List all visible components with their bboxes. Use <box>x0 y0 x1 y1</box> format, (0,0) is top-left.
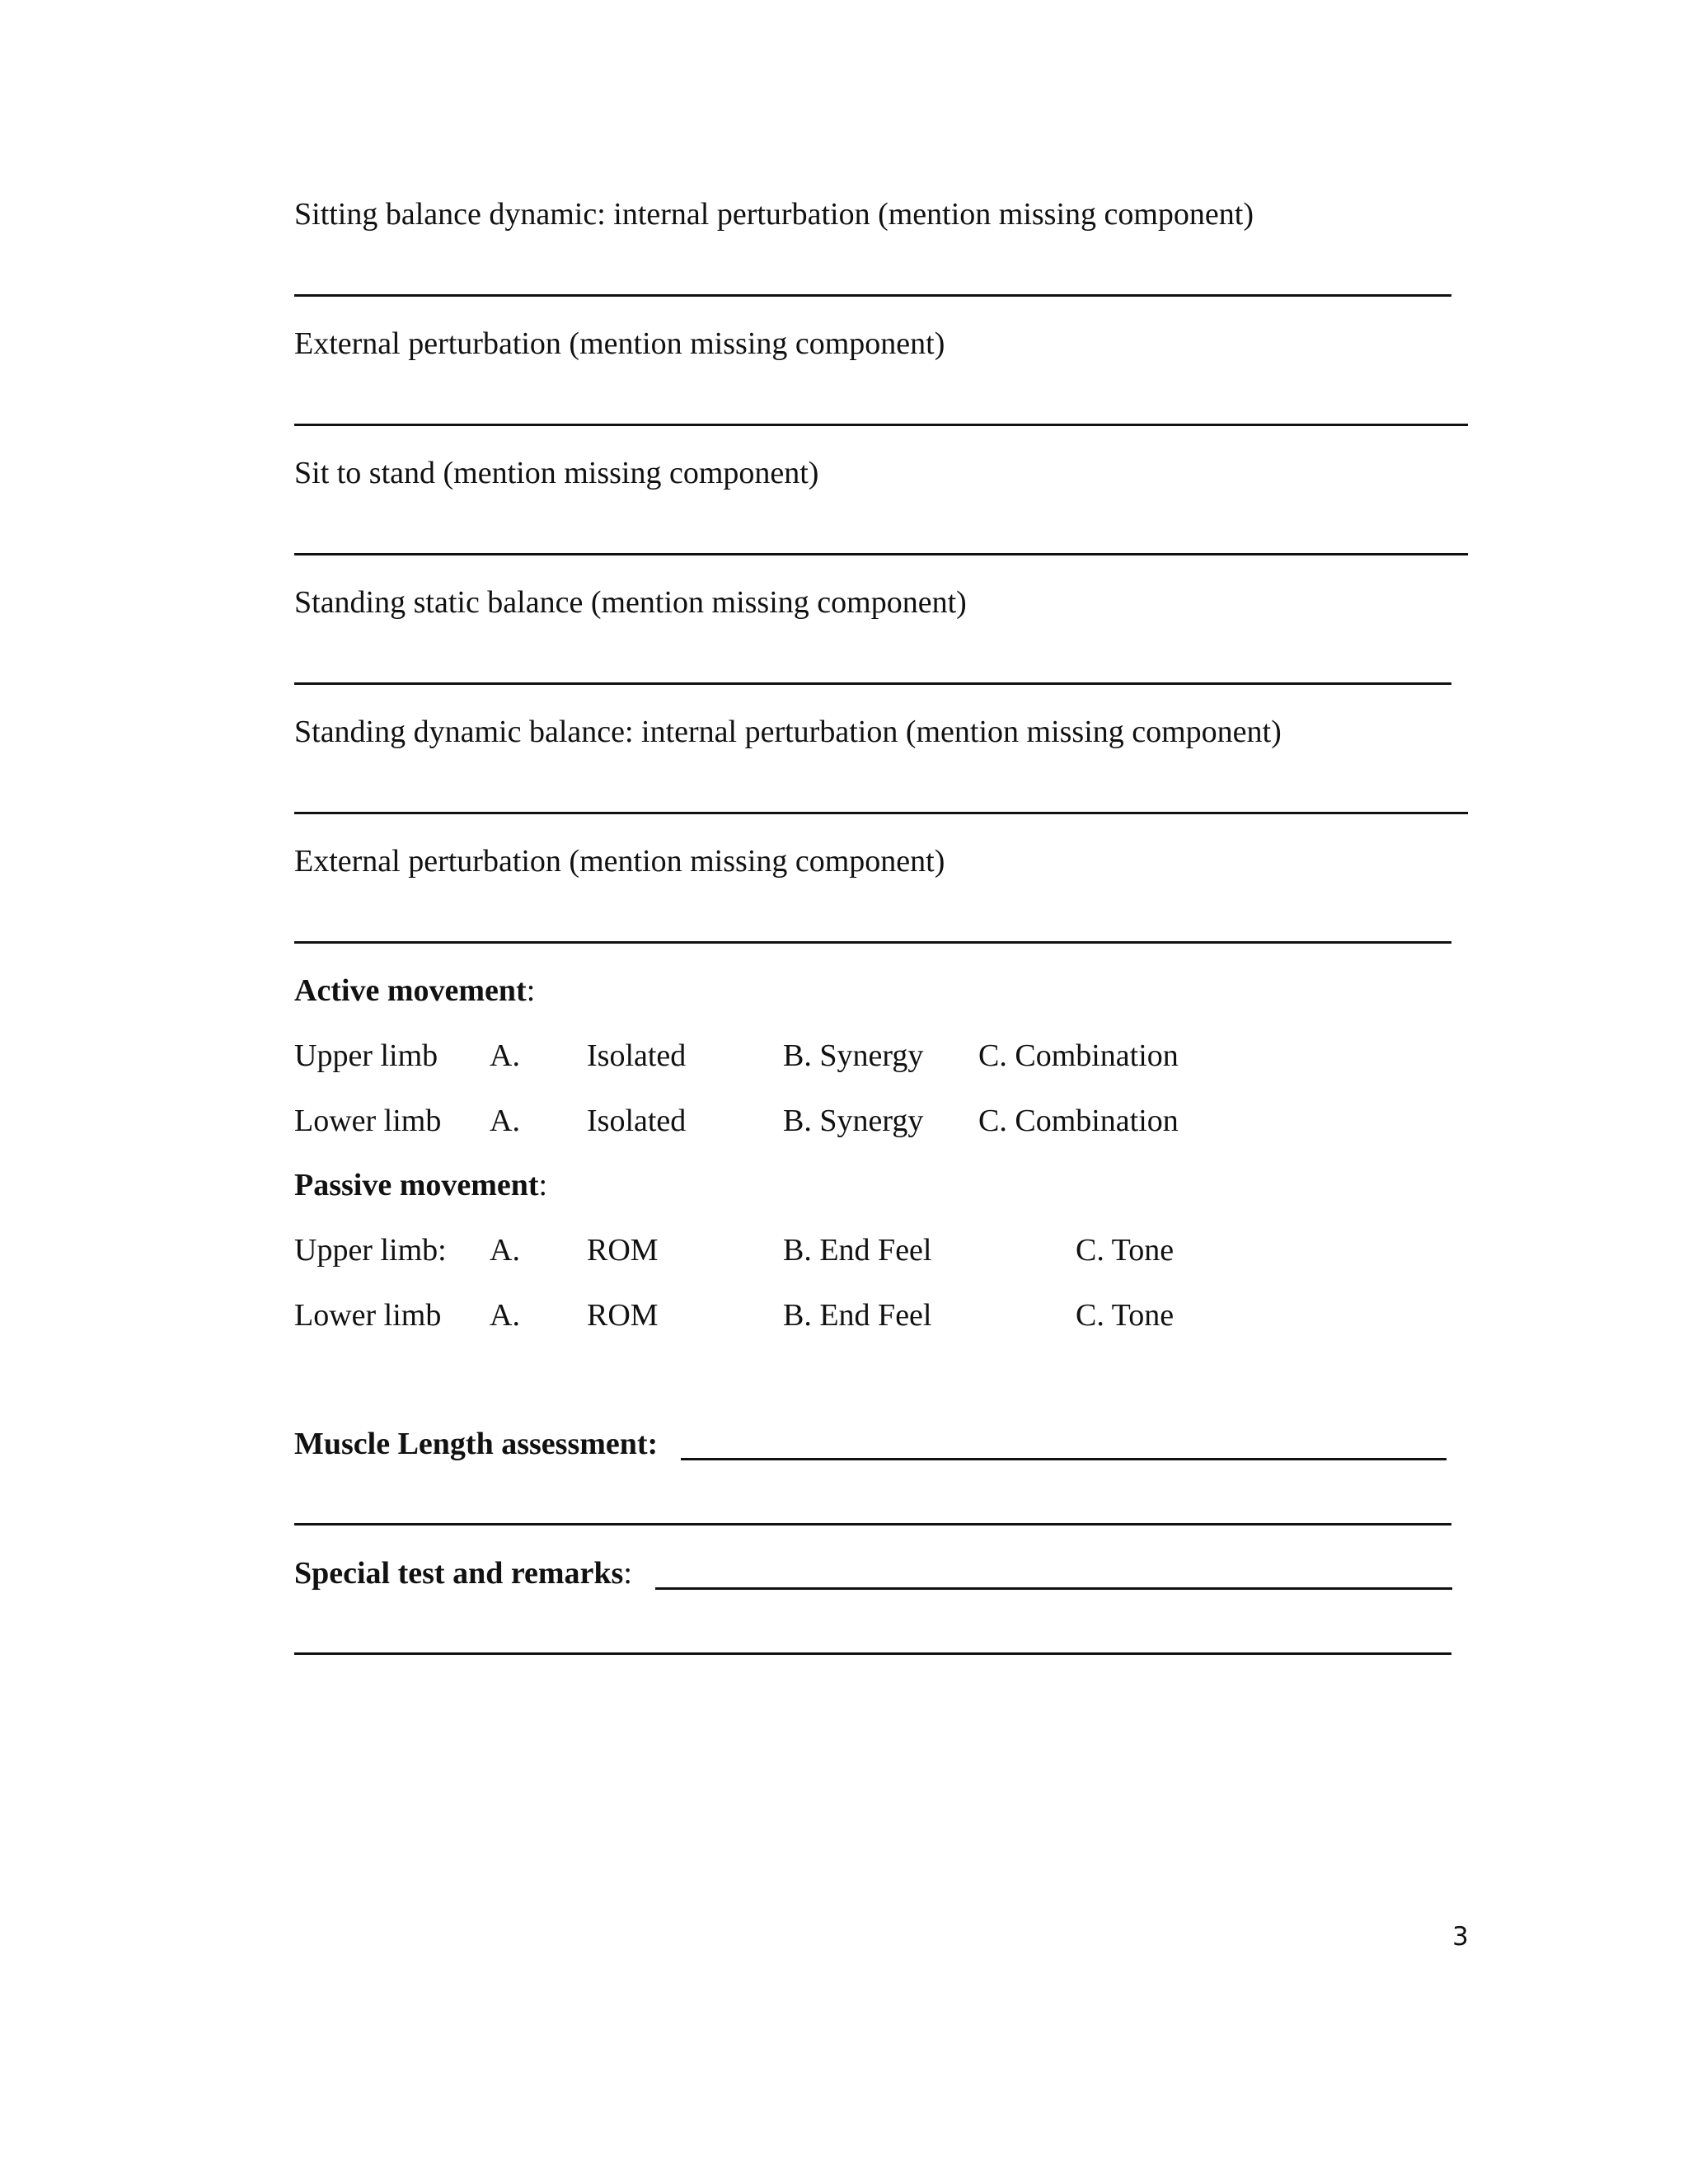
passive-upper-limb-option-a[interactable]: ROM <box>587 1233 659 1268</box>
passive-upper-limb-option-c[interactable]: C. Tone <box>1076 1233 1175 1268</box>
passive-movement-heading <box>294 1169 547 1201</box>
active-upper-limb-option-c[interactable]: C. Combination <box>978 1038 1179 1073</box>
active-movement-colon: : <box>526 973 536 1008</box>
active-upper-limb-label: Upper limb <box>294 1038 438 1073</box>
sit-to-stand-answer-line[interactable] <box>294 553 1468 555</box>
sitting-dynamic-answer-line[interactable] <box>294 294 1451 297</box>
sit-to-stand-prompt: Sit to stand (mention missing component) <box>294 456 819 490</box>
muscle-length-label: Muscle Length assessment: <box>294 1427 659 1461</box>
special-test-answer-line[interactable] <box>294 1652 1451 1655</box>
special-test-label: Special test and remarks <box>294 1556 624 1591</box>
active-lower-limb-option-c[interactable]: C. Combination <box>978 1104 1179 1138</box>
active-upper-limb-option-a[interactable]: Isolated <box>587 1038 687 1073</box>
passive-upper-limb-option-a-marker[interactable]: A. <box>490 1233 520 1268</box>
external-perturbation-answer-line-1[interactable] <box>294 424 1468 426</box>
external-perturbation-prompt-2: External perturbation (mention missing component) <box>294 844 945 879</box>
active-lower-limb-option-b[interactable]: B. Synergy <box>783 1104 924 1138</box>
passive-lower-limb-option-a[interactable]: ROM <box>587 1298 659 1333</box>
standing-static-balance-prompt: Standing static balance (mention missing component) <box>294 585 967 620</box>
active-movement-title: Active movement <box>294 973 527 1008</box>
active-lower-limb-label: Lower limb <box>294 1104 442 1138</box>
active-upper-limb-option-b[interactable]: B. Synergy <box>783 1038 924 1073</box>
muscle-length-answer-line[interactable] <box>294 1523 1451 1526</box>
passive-lower-limb-option-b[interactable]: B. End Feel <box>783 1298 932 1333</box>
external-perturbation-answer-line-2[interactable] <box>294 941 1451 944</box>
passive-movement-colon: : <box>538 1168 548 1202</box>
passive-lower-limb-option-c[interactable]: C. Tone <box>1076 1298 1175 1333</box>
passive-upper-limb-option-b[interactable]: B. End Feel <box>783 1233 932 1268</box>
passive-movement-title: Passive movement <box>294 1168 539 1202</box>
external-perturbation-prompt-1: External perturbation (mention missing component) <box>294 326 945 361</box>
standing-static-answer-line[interactable] <box>294 682 1451 685</box>
sitting-dynamic-balance-prompt: Sitting balance dynamic: internal perturbation (mention missing component) <box>294 197 1254 232</box>
special-test-inline-answer-line[interactable] <box>655 1587 1452 1590</box>
active-lower-limb-option-a[interactable]: Isolated <box>587 1104 687 1138</box>
page-number: 3 <box>1452 1922 1469 1952</box>
standing-dynamic-answer-line[interactable] <box>294 812 1468 814</box>
standing-dynamic-balance-prompt: Standing dynamic balance: internal perturbation (mention missing component) <box>294 715 1282 749</box>
active-upper-limb-option-a-marker[interactable]: A. <box>490 1038 520 1073</box>
special-test-colon: : <box>623 1556 632 1591</box>
passive-upper-limb-label: Upper limb: <box>294 1233 447 1268</box>
passive-lower-limb-label: Lower limb <box>294 1298 442 1333</box>
muscle-length-inline-answer-line[interactable] <box>681 1458 1447 1460</box>
active-lower-limb-option-a-marker[interactable]: A. <box>490 1104 520 1138</box>
passive-lower-limb-option-a-marker[interactable]: A. <box>490 1298 520 1333</box>
active-movement-heading <box>294 975 535 1006</box>
special-test-heading <box>294 1558 632 1589</box>
